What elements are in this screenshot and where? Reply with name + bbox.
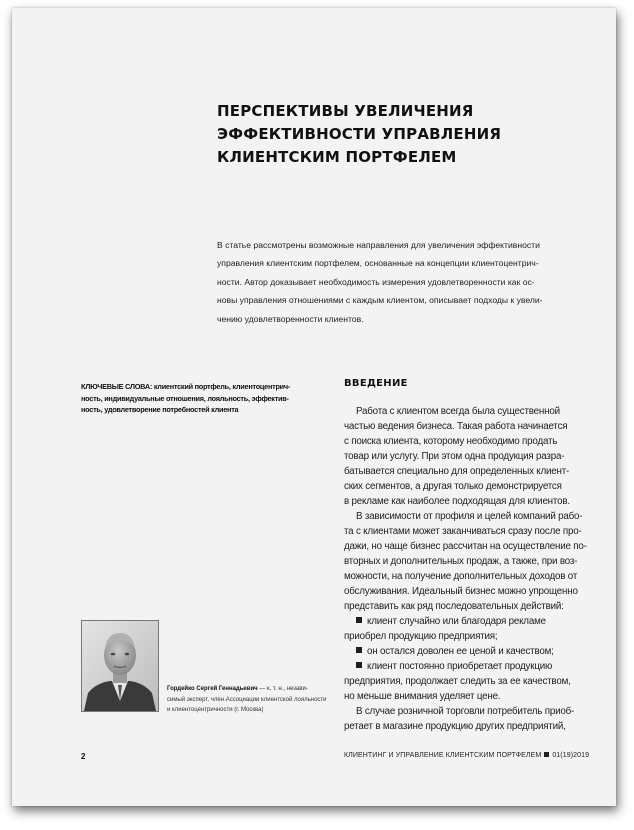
bullet-item	[344, 659, 604, 674]
title-line: ЭФФЕКТИВНОСТИ УПРАВЛЕНИЯ	[217, 125, 502, 143]
page-number: 2	[81, 752, 86, 761]
keywords-line: ность, удовлетворение потребностей клиента	[81, 405, 239, 414]
document-page	[12, 8, 616, 806]
author-info	[167, 684, 342, 716]
keywords-line: ность, индивидуальные отношения, лояльность, эффектив-	[81, 393, 289, 403]
abstract-line: новы управления отношениями с каждым клиентом, описывает подходы к увели-	[217, 295, 543, 306]
body-line: предприятия, продолжает следить за ее качеством,	[344, 676, 571, 687]
bullet-text: он остался доволен ее ценой и качеством;	[367, 646, 554, 657]
body-line: В случае розничной торговли потребитель приоб-	[356, 706, 575, 717]
author-name: Гордейко Сергей Геннадьевич	[167, 686, 258, 692]
body-line: ских сегментов, а другая только демонстрируется	[344, 481, 562, 492]
author-line	[167, 684, 342, 695]
body-line: Работа с клиентом всегда была существенной	[356, 406, 560, 417]
body-line: приобрел продукцию предприятия;	[344, 631, 498, 642]
body-line: обслуживания. Идеальный бизнес можно упрощенно	[344, 586, 578, 597]
author-credentials: — к. т. н., незави-	[257, 686, 308, 692]
body-line: та с клиентами может заканчиваться сразу после про-	[344, 526, 582, 537]
abstract	[217, 236, 607, 328]
bullet-square-icon	[356, 647, 362, 653]
abstract-line: В статье рассмотрены возможные направления для увеличения эффективности	[217, 240, 540, 250]
abstract-line: чению удовлетворенности клиентов.	[217, 313, 364, 324]
journal-footer	[344, 752, 589, 759]
bullet-text: клиент случайно или благодаря рекламе	[367, 616, 546, 627]
article-title	[217, 100, 547, 169]
body-line: представить как ряд последовательных действий:	[344, 601, 564, 612]
journal-issue: 01(19)2019	[552, 752, 590, 759]
keywords	[81, 381, 331, 416]
abstract-line: управления клиентским портфелем, основанные на концепции клиентоцентрич-	[217, 258, 539, 269]
body-line: В зависимости от профиля и целей компаний рабо-	[356, 511, 583, 522]
title-line: ПЕРСПЕКТИВЫ УВЕЛИЧЕНИЯ	[217, 102, 474, 120]
body-line: можности, на получение дополнительных доходов от	[344, 571, 578, 582]
body-line: батывается специально для определенных клиент-	[344, 466, 570, 477]
body-line: вторных и дополнительных продаж, а также, при воз-	[344, 556, 578, 567]
author-line: и клиентоцентричности (г. Москва)	[167, 707, 264, 714]
body-line: ретает в магазине продукцию других предприятий,	[344, 721, 566, 732]
body-line: дажи, но чаще бизнес рассчитан на осуществление по-	[344, 541, 587, 552]
keywords-line: КЛЮЧЕВЫЕ СЛОВА: клиентский портфель, клиентоцентрич-	[81, 382, 291, 391]
separator-square-icon	[544, 752, 549, 757]
section-heading: ВВЕДЕНИЕ	[344, 378, 408, 389]
body-line: в рекламе как наиболее подходящая для клиентов.	[344, 496, 570, 507]
bullet-text: клиент постоянно приобретает продукцию	[367, 661, 553, 672]
body-line: частью ведения бизнеса. Такая работа начинается	[344, 421, 568, 432]
journal-name: КЛИЕНТИНГ И УПРАВЛЕНИЕ КЛИЕНТСКИМ ПОРТФЕЛЕМ	[344, 752, 542, 759]
title-line: КЛИЕНТСКИМ ПОРТФЕЛЕМ	[217, 148, 457, 166]
body-line: товар или услугу. При этом одна продукция разра-	[344, 451, 565, 462]
body-line: но меньше внимания уделяет цене.	[344, 691, 501, 702]
bullet-item	[344, 614, 604, 629]
bullet-square-icon	[356, 662, 362, 668]
author-photo	[81, 620, 159, 712]
body-text	[344, 404, 604, 734]
abstract-line: ности. Автор доказывает необходимость измерения удовлетворенности как ос-	[217, 276, 535, 287]
author-line: симый эксперт, член Ассоциации клиентской лояльности	[167, 696, 327, 703]
body-line: с поиска клиента, которому необходимо продать	[344, 436, 558, 447]
bullet-square-icon	[356, 617, 362, 623]
bullet-item	[344, 644, 604, 659]
